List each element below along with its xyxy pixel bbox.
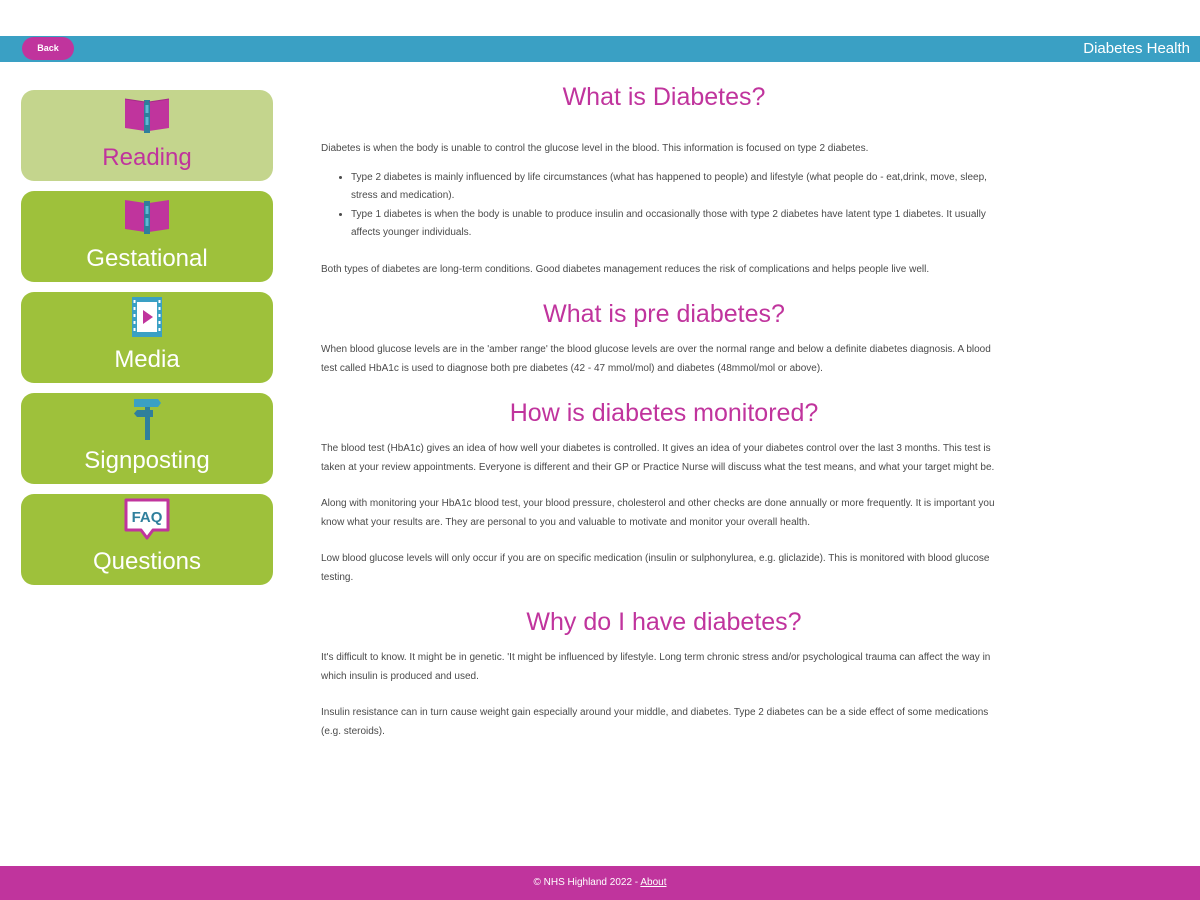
footer (0, 866, 1200, 900)
sidebar-item-label: Gestational (86, 245, 208, 272)
paragraph: Insulin resistance can in turn cause weight gain especially around your middle, and diabetes. Type 2 diabetes can be a side effect of some medications (e.g. steroids). (321, 707, 989, 737)
copyright-text: © NHS Highland 2022 - (533, 877, 641, 888)
list-item: • Type 1 diabetes is when the body is unable to produce insulin and occasionally those with type 2 diabetes have latent type 1 diabetes. It usually affects younger individuals. (351, 206, 1007, 243)
book-icon (123, 194, 171, 239)
section-heading: What is pre diabetes? (543, 300, 785, 328)
sidebar-item-signposting[interactable] (21, 393, 273, 484)
sidebar-item-media[interactable] (21, 292, 273, 383)
section-heading: What is Diabetes? (562, 83, 766, 111)
svg-text:FAQ: FAQ (131, 509, 163, 526)
section-heading: How is diabetes monitored? (509, 399, 819, 427)
paragraph: Both types of diabetes are long-term conditions. Good diabetes management reduces the risk of complications and helps people live well. (321, 263, 930, 275)
top-bar (0, 36, 1200, 62)
book-icon (123, 93, 171, 138)
main-content (321, 80, 1007, 741)
sidebar-item-gestational[interactable] (21, 191, 273, 282)
back-button[interactable]: Back (22, 37, 74, 60)
paragraph: Along with monitoring your HbA1c blood test, your blood pressure, cholesterol and other checks are done annually or more frequently. It is important you know what your results are. They are personal to you and valuable to motivate and monitor your overall health. (321, 498, 995, 528)
paragraph: It's difficult to know. It might be in genetic. 'It might be influenced by lifestyle. Long term chronic stress and/or psychological trauma can affect the way in which insulin is produced and used. (321, 652, 991, 682)
faq-bubble-icon (123, 497, 171, 542)
paragraph: Low blood glucose levels will only occur if you are on specific medication (insulin or sulphonylurea, e.g. gliclazide). This is monitored with blood glucose testing. (321, 553, 990, 583)
list-item: • Type 2 diabetes is mainly influenced by life circumstances (what has happened to people) and lifestyle (what people do - eat,drink, move, sleep, stress and medication). (351, 169, 1007, 206)
app-title: Diabetes Health (1083, 40, 1190, 57)
paragraph: The blood test (HbA1c) gives an idea of how well your diabetes is controlled. It gives an idea of your diabetes control over the last 3 months. This test is taken at your review appointments. Everyone is different and their GP or Practice Nurse will discuss what the test means, and what your target might be. (321, 443, 995, 473)
sidebar-item-reading[interactable] (21, 90, 273, 181)
sidebar-item-questions[interactable] (21, 494, 273, 585)
bullet-list (321, 169, 1007, 243)
film-play-icon (123, 295, 171, 340)
sidebar-item-label: Media (114, 346, 180, 373)
signpost-icon (123, 396, 171, 441)
paragraph: Diabetes is when the body is unable to control the glucose level in the blood. This information is focused on type 2 diabetes. (321, 143, 869, 154)
about-link[interactable]: About (640, 877, 667, 888)
paragraph: When blood glucose levels are in the 'amber range' the blood glucose levels are over the normal range and below a definite diabetes diagnosis. A blood test called HbA1c is used to diagnose both pre diabetes (42 - 47 mmol/mol) and diabetes (48mmol/mol or above). (321, 344, 991, 374)
section-heading: Why do I have diabetes? (526, 608, 802, 636)
sidebar-nav (21, 90, 273, 595)
sidebar-item-label: Signposting (84, 447, 210, 474)
sidebar-item-label: Questions (92, 548, 202, 575)
sidebar-item-label: Reading (102, 144, 192, 171)
